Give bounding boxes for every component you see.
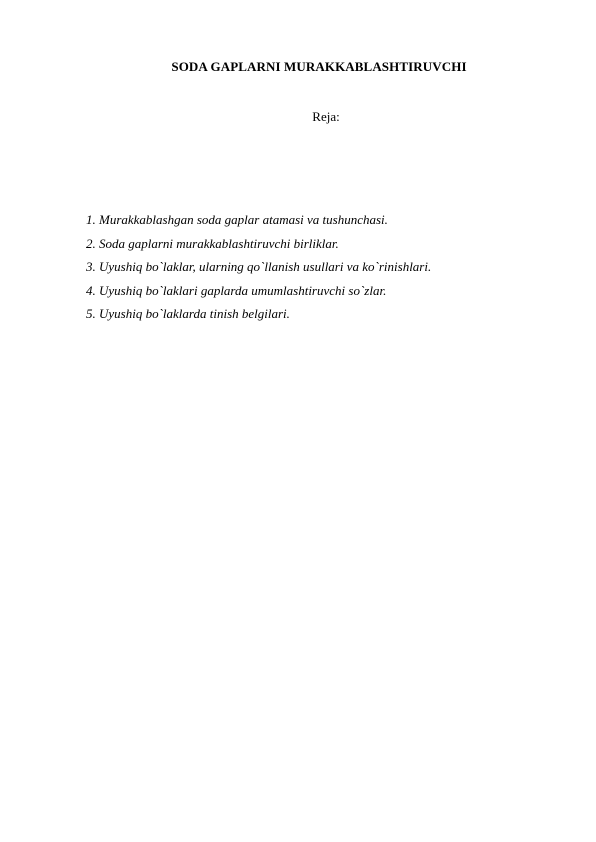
plan-item-number: 1. bbox=[86, 212, 96, 227]
plan-item bbox=[86, 283, 431, 307]
plan-item-number: 4. bbox=[86, 282, 96, 298]
plan-item-number: 2. bbox=[86, 235, 96, 251]
plan-item-text: Uyushiq bo`laklari gaplarda umumlashtiruvchi so`zlar. bbox=[99, 282, 387, 298]
plan-item bbox=[86, 306, 431, 330]
plan-item-text: Murakkablashgan soda gaplar atamasi va tushunchasi. bbox=[99, 212, 388, 227]
plan-item-number: 3. bbox=[86, 259, 96, 274]
plan-item-text: Uyushiq bo`laklar, ularning qo`llanish usullari va ko`rinishlari. bbox=[99, 259, 432, 274]
plan-item-number: 5. bbox=[86, 306, 96, 321]
plan-item-text: Uyushiq bo`laklarda tinish belgilari. bbox=[99, 306, 290, 321]
plan-item bbox=[86, 259, 431, 283]
plan-item-text: Soda gaplarni murakkablashtiruvchi birliklar. bbox=[99, 235, 339, 251]
page-title: SODA GAPLARNI MURAKKABLASHTIRUVCHI bbox=[171, 59, 467, 74]
plan-item bbox=[86, 212, 431, 236]
plan-heading: Reja: bbox=[312, 109, 340, 124]
plan-list bbox=[86, 212, 431, 330]
plan-item bbox=[86, 236, 431, 260]
